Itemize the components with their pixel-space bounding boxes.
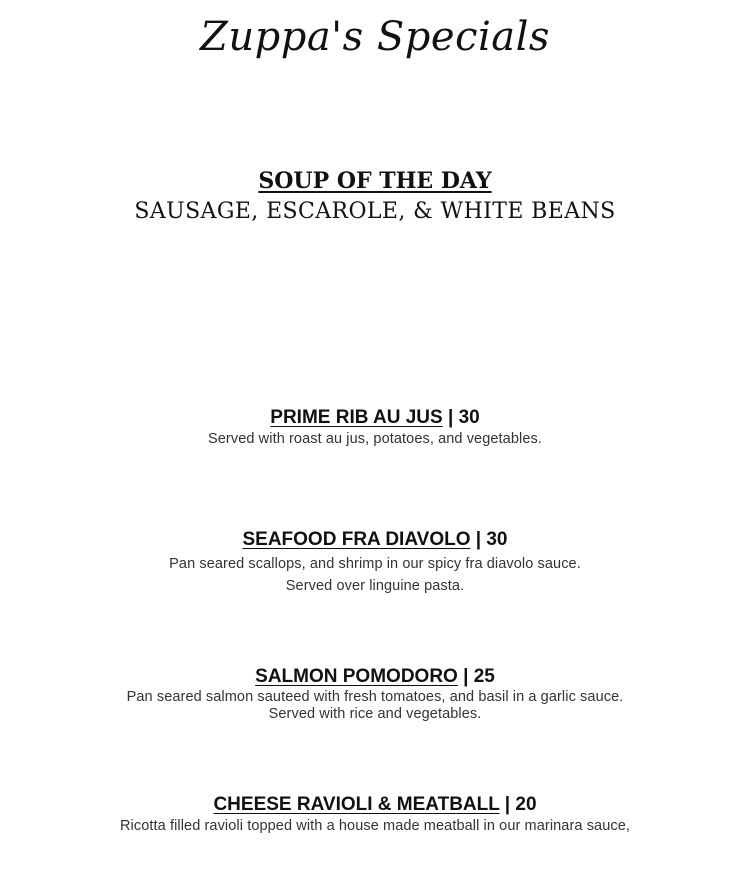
special-item-salmon-pomodoro (0, 665, 750, 723)
special-name: SALMON POMODORO (255, 666, 458, 687)
special-price: | 20 (499, 794, 537, 815)
special-name: SEAFOOD FRA DIAVOLO (242, 529, 471, 550)
special-title (0, 793, 750, 817)
special-price: | 30 (442, 407, 480, 428)
special-price: | 25 (457, 666, 495, 687)
special-item-cheese-ravioli (0, 793, 750, 836)
special-item-prime-rib (0, 406, 750, 449)
special-name: PRIME RIB AU JUS (270, 407, 443, 428)
soup-of-the-day-heading: SOUP OF THE DAY (258, 168, 492, 194)
special-title (0, 528, 750, 552)
special-description: Served over linguine pasta. (285, 578, 465, 594)
special-description: Served with roast au jus, potatoes, and vegetables. (208, 431, 542, 447)
special-item-seafood-fra-diavolo (0, 528, 750, 596)
special-name: CHEESE RAVIOLI & MEATBALL (213, 794, 500, 815)
special-price: | 30 (470, 529, 508, 550)
special-description: Served with rice and vegetables. (268, 706, 482, 722)
special-description: Ricotta filled ravioli topped with a house made meatball in our marinara sauce, (119, 818, 631, 834)
page-title: Zuppa's Specials (200, 14, 550, 60)
special-title (0, 665, 750, 689)
special-description: Pan seared scallops, and shrimp in our spicy fra diavolo sauce. (169, 556, 581, 572)
special-description: Pan seared salmon sauteed with fresh tomatoes, and basil in a garlic sauce. (126, 689, 624, 705)
soup-of-the-day-name: SAUSAGE, ESCAROLE, & WHITE BEANS (134, 199, 616, 224)
special-title (0, 406, 750, 430)
